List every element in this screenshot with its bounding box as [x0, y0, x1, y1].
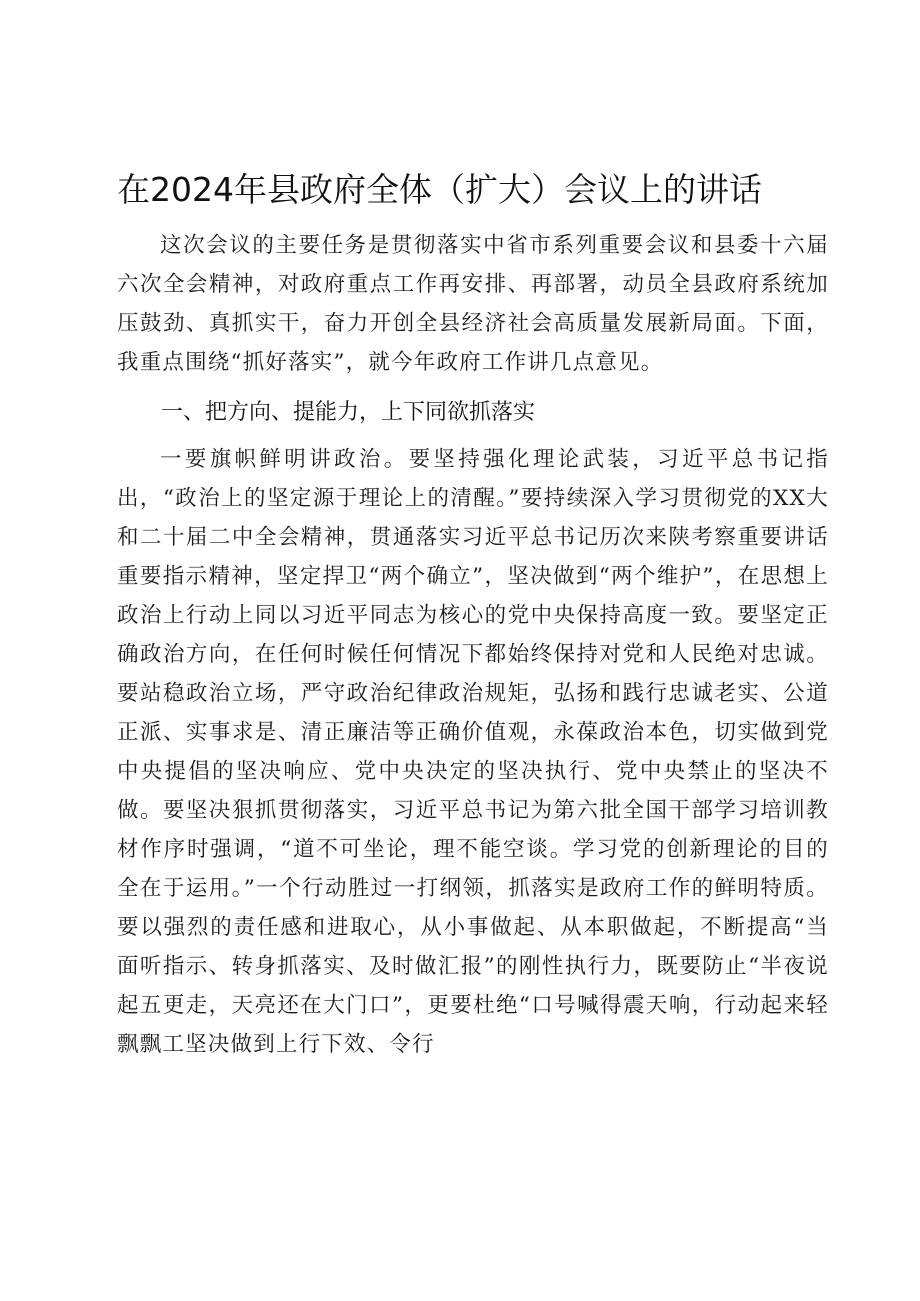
intro-paragraph: 这次会议的主要任务是贯彻落实中省市系列重要会议和县委十六届六次全会精神，对政府重点工作再安排、再部署，动员全县政府系统加压鼓劲、真抓实干，奋力开创全县经济社会高质量发展新局面。下面，我重点围绕“抓好落实”，就今年政府工作讲几点意见。: [117, 233, 829, 375]
document-title: 在2024年县政府全体（扩大）会议上的讲话: [117, 170, 762, 209]
section-heading: 一、把方向、提能力，上下同欲抓落实: [161, 400, 536, 425]
section-paragraph: 一要旗帜鲜明讲政治。要坚持强化理论武装，习近平总书记指出，“政治上的坚定源于理论上的清醒。”要持续深入学习贯彻党的XX大和二十届二中全会精神，贯通落实习近平总书记历次来陕考察重要讲话重要指示精神，坚定捍卫“两个确立”，坚决做到“两个维护”，在思想上政治上行动上同以习近平同志为核心的党中央保持高度一致。要坚定正确政治方向，在任何时候任何情况下都始终保持对党和人民绝对忠诚。要站稳政治立场，严守政治纪律政治规矩，弘扬和践行忠诚老实、公道正派、实事求是、清正廉洁等正确价值观，永葆政治本色，切实做到党中央提倡的坚决响应、党中央决定的坚决执行、党中央禁止的坚决不做。要坚决狠抓贯彻落实，习近平总书记为第六批全国干部学习培训教材作序时强调，“道不可坐论，理不能空谈。学习党的创新理论的目的全在于运用。”一个行动胜过一打纲领，抓落实是政府工作的鲜明特质。要以强烈的责任感和进取心，从小事做起、从本职做起，不断提高“当面听指示、转身抓落实、及时做汇报”的刚性执行力，既要防止“半夜说起五更走，天亮还在大门口”，更要杜绝“口号喊得震天响，行动起来轻飘飘工坚决做到上行下效、令行: [117, 447, 829, 1057]
